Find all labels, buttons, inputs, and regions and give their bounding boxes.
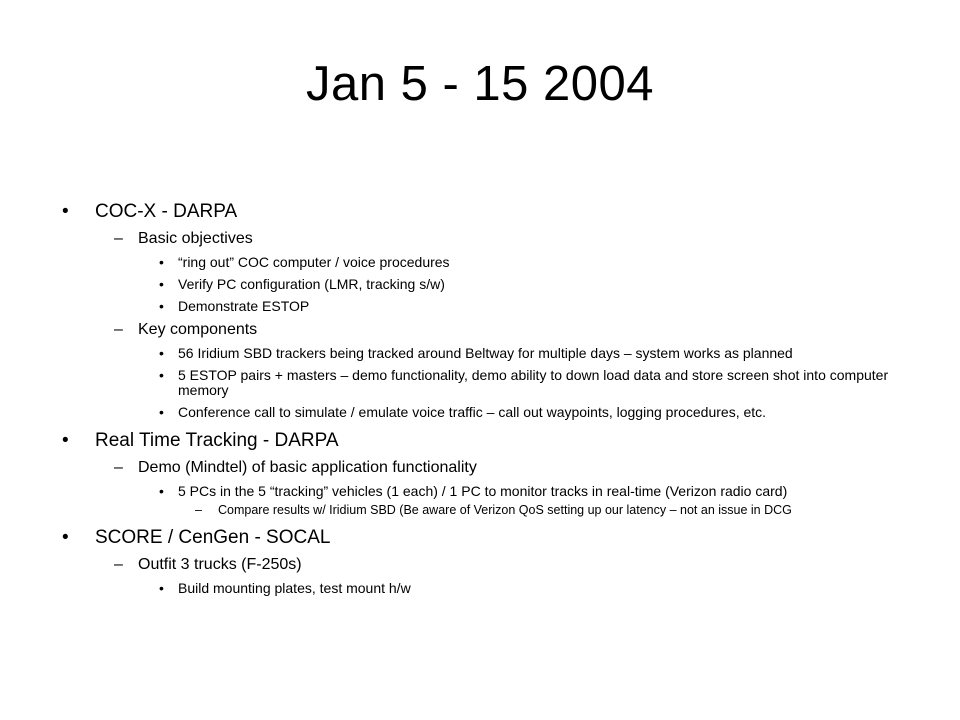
bullet-dot: • xyxy=(159,367,164,383)
group-label: Demo (Mindtel) of basic application functionality xyxy=(138,459,477,476)
section-real-time-tracking xyxy=(62,429,912,452)
list-item xyxy=(62,405,912,420)
list-item xyxy=(62,484,912,499)
list-item-text: 56 Iridium SBD trackers being tracked around Beltway for multiple days – system works as planned xyxy=(178,345,793,361)
slide-title: Jan 5 - 15 2004 xyxy=(305,57,655,111)
list-item-text: “ring out” COC computer / voice procedures xyxy=(178,254,450,270)
group-demo-mindtel xyxy=(62,458,912,477)
bullet-dot: • xyxy=(159,404,164,420)
list-item-text: Build mounting plates, test mount h/w xyxy=(178,580,411,596)
list-item-text: Demonstrate ESTOP xyxy=(178,298,310,314)
bullet-dot: • xyxy=(62,430,69,451)
section-score-cengen xyxy=(62,526,912,549)
group-key-components xyxy=(62,320,912,339)
list-item xyxy=(62,368,912,398)
sub-list-item xyxy=(62,504,912,517)
group-label: Key components xyxy=(138,321,258,338)
list-item-text: 5 ESTOP pairs + masters – demo functionality, demo ability to down load data and store screen shot into computer memory xyxy=(178,367,889,398)
bullet-dash: – xyxy=(114,230,123,247)
bullet-dot: • xyxy=(159,483,164,499)
list-item-text: 5 PCs in the 5 “tracking” vehicles (1 each) / 1 PC to monitor tracks in real-time (Verizon radio card) xyxy=(178,483,788,499)
bullet-dot: • xyxy=(62,201,69,222)
bullet-dash: – xyxy=(195,503,202,517)
bullet-dash: – xyxy=(114,556,123,573)
list-item xyxy=(62,277,912,292)
bullet-dot: • xyxy=(159,254,164,270)
list-item-text: Conference call to simulate / emulate voice traffic – call out waypoints, logging procedures, etc. xyxy=(178,404,767,420)
list-item xyxy=(62,581,912,596)
section-heading: SCORE / CenGen - SOCAL xyxy=(95,527,331,548)
bullet-dot: • xyxy=(159,276,164,292)
list-item xyxy=(62,255,912,270)
list-item xyxy=(62,346,912,361)
group-basic-objectives xyxy=(62,229,912,248)
bullet-dash: – xyxy=(114,321,123,338)
group-label: Basic objectives xyxy=(138,230,253,247)
slide-body xyxy=(62,200,912,596)
section-heading: Real Time Tracking - DARPA xyxy=(95,430,339,451)
bullet-dot: • xyxy=(159,580,164,596)
bullet-dot: • xyxy=(159,298,164,314)
bullet-dash: – xyxy=(114,459,123,476)
group-outfit-trucks xyxy=(62,555,912,574)
bullet-dot: • xyxy=(62,527,69,548)
sub-list-item-text: Compare results w/ Iridium SBD (Be aware of Verizon QoS setting up our latency – not an issue in DCG xyxy=(218,503,792,517)
group-label: Outfit 3 trucks (F-250s) xyxy=(138,556,302,573)
bullet-dot: • xyxy=(159,345,164,361)
list-item xyxy=(62,299,912,314)
section-heading: COC-X - DARPA xyxy=(95,201,238,222)
section-coc-x xyxy=(62,200,912,223)
list-item-text: Verify PC configuration (LMR, tracking s/w) xyxy=(178,276,445,292)
